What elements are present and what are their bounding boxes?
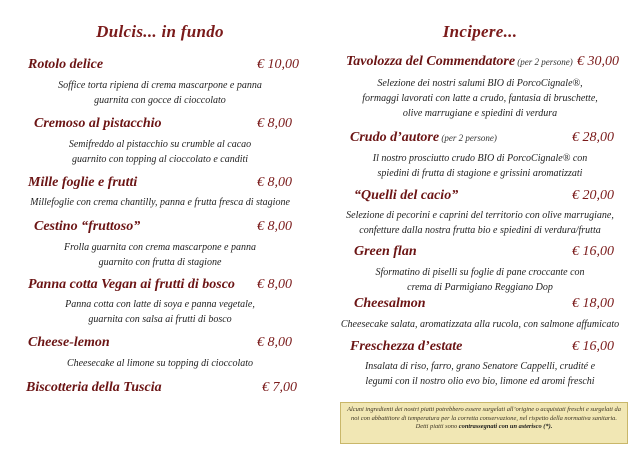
- disclaimer-text: Alcuni ingredienti dei nostri piatti potrebbero essere surgelati all’origine o acquistati freschi e surgelati da noi con abbattitore di temperatura per la corretta conservazione, nel rispetto della normativa sanitaria. Detti piatti sono: [347, 406, 621, 431]
- item-price: € 8,00: [257, 277, 292, 292]
- item-name: Cheesalmon: [354, 296, 426, 311]
- item-name: Freschezza d’estate: [350, 339, 463, 354]
- item-note: (per 2 persone): [439, 133, 497, 143]
- item-name: “Quelli del cacio”: [354, 188, 459, 203]
- item-name: Cheese-lemon: [28, 335, 110, 350]
- item-price: € 8,00: [257, 116, 292, 131]
- item-price: € 7,00: [262, 380, 297, 395]
- item-price: € 28,00: [572, 130, 614, 145]
- item-price: € 20,00: [572, 188, 614, 203]
- starters-column: [320, 0, 640, 452]
- item-price: € 10,00: [257, 57, 299, 72]
- item-name: Rotolo delice: [28, 57, 104, 72]
- item-price: € 16,00: [572, 244, 614, 259]
- item-description: Millefoglie con crema chantilly, panna e frutta fresca di stagione: [30, 197, 290, 208]
- item-name: Panna cotta Vegan ai frutti di bosco: [28, 277, 235, 292]
- item-description: Sformatino di piselli su foglie di pane croccante con crema di Parmigiano Reggiano Dop: [375, 267, 585, 293]
- item-name: Cestino “fruttoso”: [34, 219, 141, 234]
- item-description: Il nostro prosciutto crudo BIO di PorcoCignale® con spiedini di frutta di stagione e grissini aromatizzati: [372, 153, 588, 179]
- item-name: Tavolozza del Commendatore (per 2 persone): [346, 54, 573, 69]
- item-description: Panna cotta con latte di soya e panna vegetale, guarnita con salsa ai frutti di bosco: [65, 299, 255, 325]
- item-price: € 8,00: [257, 335, 292, 350]
- item-price: € 16,00: [572, 339, 614, 354]
- disclaimer-bold: contrassegnati con un asterisco (*).: [458, 423, 553, 431]
- item-name: Green flan: [354, 244, 417, 259]
- item-note: (per 2 persone): [515, 57, 573, 67]
- item-price: € 18,00: [572, 296, 614, 311]
- item-price: € 30,00: [577, 54, 619, 69]
- item-description: Cheesecake al limone su topping di cioccolato: [66, 358, 254, 369]
- item-name: Biscotteria della Tuscia: [26, 380, 162, 395]
- item-description: Soffice torta ripiena di crema mascarpone e panna guarnita con gocce di cioccolato: [58, 80, 262, 106]
- item-name: Cremoso al pistacchio: [34, 116, 162, 131]
- starters-heading: Incipere...: [442, 22, 518, 41]
- item-name: Crudo d’autore (per 2 persone): [350, 130, 497, 145]
- item-description: Semifreddo al pistacchio su crumble al cacao guarnito con topping al cioccolato e canditi: [68, 139, 252, 165]
- item-description: Selezione dei nostri salumi BIO di PorcoCignale®, formaggi lavorati con latte a crudo, fantasia di bruschette, olive marrugiane e spiedini di verdura: [362, 78, 598, 119]
- allergen-disclaimer: [340, 402, 628, 444]
- item-price: € 8,00: [257, 219, 292, 234]
- item-description: Cheesecake salata, aromatizzata alla rucola, con salmone affumicato: [340, 319, 620, 330]
- item-description: Frolla guarnita con crema mascarpone e panna guarnito con frutta di stagione: [63, 242, 256, 268]
- item-name: Mille foglie e frutti: [28, 175, 138, 190]
- item-description: Selezione di pecorini e caprini del territorio con olive marrugiane, confetture dalla nostra frutta bio e spiedini di verdura/frutta: [346, 210, 614, 236]
- item-price: € 8,00: [257, 175, 292, 190]
- dessert-heading: Dulcis... in fundo: [96, 22, 224, 41]
- item-description: Insalata di riso, farro, grano Senatore Cappelli, crudité e legumi con il nostro olio evo bio, limone ed aromi freschi: [364, 361, 596, 387]
